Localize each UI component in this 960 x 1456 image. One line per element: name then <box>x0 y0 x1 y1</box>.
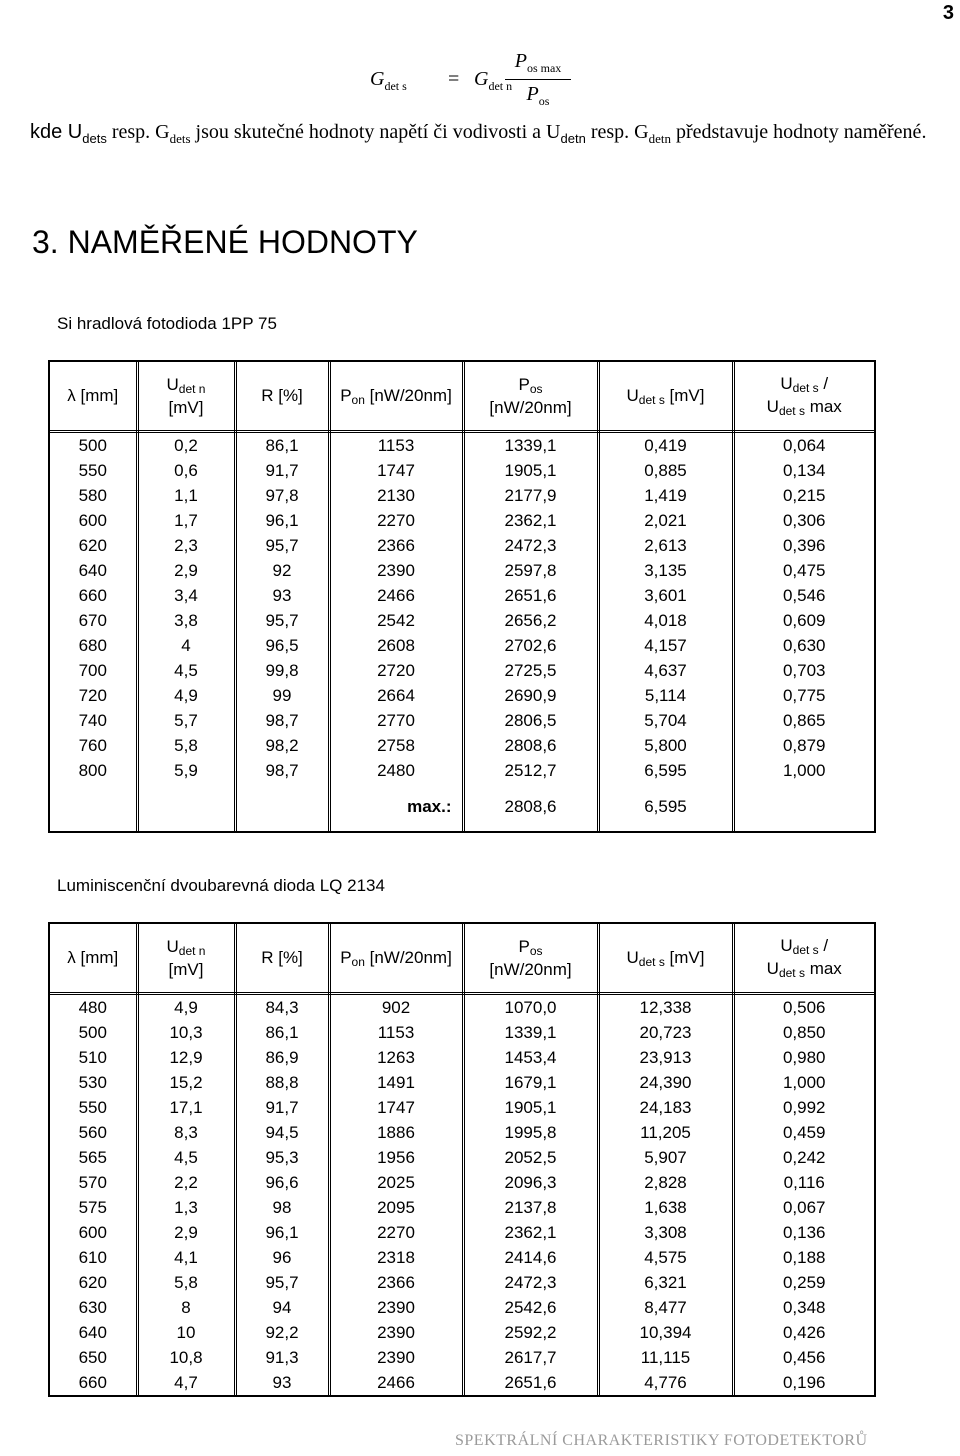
table-cell: 2656,2 <box>463 608 598 633</box>
table-cell: 0,865 <box>782 711 826 730</box>
table-cell: 2270 <box>329 508 463 533</box>
table-cell: 1153 <box>329 1020 463 1045</box>
formula-equals: = <box>448 68 460 90</box>
table-cell: 2,613 <box>598 533 733 558</box>
table-cell: 0,775 <box>782 686 826 705</box>
table-row <box>50 1320 874 1345</box>
table-cell: 1,638 <box>598 1195 733 1220</box>
table-cell: 3,4 <box>137 583 235 608</box>
table-cell: 2542 <box>329 608 463 633</box>
formula-rhs: $G_{det n}$ <box>474 68 513 93</box>
table-cell: 0,992 <box>782 1098 826 1117</box>
table-cell: 2608 <box>329 633 463 658</box>
table-cell: 11,205 <box>598 1120 733 1145</box>
table-cell: 94 <box>235 1295 329 1320</box>
table-cell: 565 <box>50 1145 137 1170</box>
table-cell: 0,419 <box>598 432 733 459</box>
table-cell: 23,913 <box>598 1045 733 1070</box>
table-cell: 93 <box>235 1370 329 1395</box>
table-cell: 660 <box>50 1370 137 1395</box>
table-row <box>50 1370 874 1395</box>
table-cell: 650 <box>50 1345 137 1370</box>
table-cell: 4,157 <box>598 633 733 658</box>
table-cell: 0,456 <box>782 1348 826 1367</box>
table-cell: 620 <box>50 533 137 558</box>
table-row <box>50 608 874 633</box>
table-cell: 0,306 <box>782 511 826 530</box>
table-cell: 4,9 <box>137 683 235 708</box>
table-cell: 0,475 <box>782 561 826 580</box>
table-cell: 92,2 <box>235 1320 329 1345</box>
table-cell: 2362,1 <box>463 508 598 533</box>
table-cell: 91,3 <box>235 1345 329 1370</box>
table-row <box>50 733 874 758</box>
table-cell: 2366 <box>329 1270 463 1295</box>
table-cell: 2052,5 <box>463 1145 598 1170</box>
table-cell: 0,2 <box>137 432 235 459</box>
table-cell: 2,2 <box>137 1170 235 1195</box>
table-cell: 86,1 <box>235 432 329 459</box>
table-cell: 0,196 <box>782 1373 826 1392</box>
table-cell: 0,348 <box>782 1298 826 1317</box>
table-cell: 0,6 <box>137 458 235 483</box>
table-cell: 0,259 <box>782 1273 826 1292</box>
section-title: 3. NAMĚŘENÉ HODNOTY <box>32 224 418 260</box>
table-cell: 2,9 <box>137 558 235 583</box>
table-cell: 1339,1 <box>463 432 598 459</box>
table-row <box>50 708 874 733</box>
table-cell: 2651,6 <box>463 1370 598 1395</box>
table-row <box>50 1345 874 1370</box>
table-cell: 2664 <box>329 683 463 708</box>
table-cell: 2725,5 <box>463 658 598 683</box>
table-cell: 98,2 <box>235 733 329 758</box>
table-cell: 2318 <box>329 1245 463 1270</box>
header-udets: $U_{det s}$ [mV] <box>598 924 733 994</box>
table-row <box>50 683 874 708</box>
table-cell: 2025 <box>329 1170 463 1195</box>
table-cell: 15,2 <box>137 1070 235 1095</box>
table-cell: 1956 <box>329 1145 463 1170</box>
table-cell: 1,1 <box>137 483 235 508</box>
table-cell: 10,8 <box>137 1345 235 1370</box>
table-row <box>50 1170 874 1195</box>
table-cell: 0,116 <box>783 1173 825 1192</box>
table-cell: 1,7 <box>137 508 235 533</box>
table-row <box>50 533 874 558</box>
table-cell: 1747 <box>329 458 463 483</box>
table-cell: 93 <box>235 583 329 608</box>
table-row <box>50 1295 874 1320</box>
table-cell: 0,134 <box>782 461 826 480</box>
table-cell: 1886 <box>329 1120 463 1145</box>
table-cell: 86,9 <box>235 1045 329 1070</box>
header-pon: $P_{on}$ [nW/20nm] <box>329 362 463 432</box>
table-cell: 2466 <box>329 583 463 608</box>
table-cell: 4,575 <box>598 1245 733 1270</box>
table1-title: Si hradlová fotodioda 1PP 75 <box>57 314 277 333</box>
table-cell: 1747 <box>329 1095 463 1120</box>
table-cell: 91,7 <box>235 458 329 483</box>
table-cell: 6,321 <box>598 1270 733 1295</box>
table-cell: 1995,8 <box>463 1120 598 1145</box>
table-cell: 0,879 <box>782 736 826 755</box>
table-row <box>50 1070 874 1095</box>
table-row <box>50 458 874 483</box>
table-cell: 0,630 <box>782 636 826 655</box>
table-row <box>50 1120 874 1145</box>
table-cell: 8,3 <box>137 1120 235 1145</box>
table-cell: 2542,6 <box>463 1295 598 1320</box>
header-ratio: $U_{det s}$ / $U_{det s}$ max <box>733 924 874 994</box>
table-cell: 720 <box>50 683 137 708</box>
table-cell: 2472,3 <box>463 533 598 558</box>
table-cell: 0,064 <box>782 436 826 455</box>
table-cell: 0,067 <box>782 1198 826 1217</box>
table-cell: 2758 <box>329 733 463 758</box>
table-cell: 1339,1 <box>463 1020 598 1045</box>
table-cell: 24,183 <box>598 1095 733 1120</box>
table-cell: 575 <box>50 1195 137 1220</box>
table-cell: 510 <box>50 1045 137 1070</box>
table-cell: 8,477 <box>598 1295 733 1320</box>
table-cell: 5,800 <box>598 733 733 758</box>
table-cell: 2390 <box>329 1320 463 1345</box>
table-cell: 84,3 <box>235 994 329 1021</box>
table-cell: 97,8 <box>235 483 329 508</box>
table-cell: 3,8 <box>137 608 235 633</box>
table-cell: 5,907 <box>598 1145 733 1170</box>
table-cell: 94,5 <box>235 1120 329 1145</box>
footer-title: SPEKTRÁLNÍ CHARAKTERISTIKY FOTODETEKTORŮ <box>455 1432 868 1449</box>
header-udetn: $U_{det n}$ [mV] <box>137 362 235 432</box>
table-cell: 550 <box>50 1095 137 1120</box>
table-cell: 0,885 <box>598 458 733 483</box>
header-udets: $U_{det s}$ [mV] <box>598 362 733 432</box>
table-cell: 2806,5 <box>463 708 598 733</box>
table-cell: 4,1 <box>137 1245 235 1270</box>
header-r: R [%] <box>235 924 329 994</box>
table-cell: 96,5 <box>235 633 329 658</box>
table-cell: 700 <box>50 658 137 683</box>
table-cell: 2362,1 <box>463 1220 598 1245</box>
table-row <box>50 1095 874 1120</box>
table-cell: 4,637 <box>598 658 733 683</box>
table-cell: 1905,1 <box>463 1095 598 1120</box>
table-cell: 2651,6 <box>463 583 598 608</box>
table-cell: 0,506 <box>782 998 826 1017</box>
table-header-row <box>50 924 874 994</box>
table-cell: 2466 <box>329 1370 463 1395</box>
header-pon: $P_{on}$ [nW/20nm] <box>329 924 463 994</box>
table-cell: 1263 <box>329 1045 463 1070</box>
table-cell: 8 <box>137 1295 235 1320</box>
table-cell: 4,5 <box>137 1145 235 1170</box>
table-cell: 0,609 <box>782 611 826 630</box>
table-cell: 99 <box>235 683 329 708</box>
table-cell: 2137,8 <box>463 1195 598 1220</box>
table-cell: 96,1 <box>235 1220 329 1245</box>
table-cell: 1,000 <box>782 761 826 780</box>
table-row <box>50 1195 874 1220</box>
table-cell: 10,3 <box>137 1020 235 1045</box>
table-cell: 4,9 <box>137 994 235 1021</box>
table-cell: 11,115 <box>598 1345 733 1370</box>
table-cell: 98,7 <box>235 758 329 783</box>
explanation-text: kde $U_{dets}$ resp. $G_{dets}$ jsou skutečné hodnoty napětí či vodivosti a $U_{detn}$ resp. $G_{detn}$ představuje hodnoty naměřené. <box>30 121 927 146</box>
table-cell: 6,595 <box>598 758 733 783</box>
table-cell: 2,021 <box>598 508 733 533</box>
table-si-photodiode <box>48 360 876 833</box>
table-cell: 680 <box>50 633 137 658</box>
table-cell: 3,601 <box>598 583 733 608</box>
header-udetn: $U_{det n}$ [mV] <box>137 924 235 994</box>
table-cell: 10,394 <box>598 1320 733 1345</box>
table-cell: 530 <box>50 1070 137 1095</box>
table-cell: 480 <box>50 994 137 1021</box>
table-cell: 91,7 <box>235 1095 329 1120</box>
table-cell: 2808,6 <box>463 733 598 758</box>
table-cell: 5,7 <box>137 708 235 733</box>
table-cell: 2390 <box>329 558 463 583</box>
table-row <box>50 558 874 583</box>
table-row <box>50 508 874 533</box>
page-number: 3 <box>942 2 954 24</box>
table-cell: 0,980 <box>782 1048 826 1067</box>
table-cell: 2177,9 <box>463 483 598 508</box>
table-cell: 1679,1 <box>463 1070 598 1095</box>
table-cell: 3,308 <box>598 1220 733 1245</box>
table-cell: 570 <box>50 1170 137 1195</box>
table-cell: 0,426 <box>782 1323 826 1342</box>
table-row <box>50 1145 874 1170</box>
table-cell: 2592,2 <box>463 1320 598 1345</box>
table-cell: 1,419 <box>598 483 733 508</box>
table-cell: 2096,3 <box>463 1170 598 1195</box>
table-cell: 1070,0 <box>463 994 598 1021</box>
table-cell: 2390 <box>329 1345 463 1370</box>
table-cell: 2690,9 <box>463 683 598 708</box>
table-cell: 96,6 <box>235 1170 329 1195</box>
table-cell: 560 <box>50 1120 137 1145</box>
table-cell: 500 <box>50 432 137 459</box>
table-cell: 2390 <box>329 1295 463 1320</box>
max-row <box>50 783 874 831</box>
table-cell: 760 <box>50 733 137 758</box>
table-row <box>50 633 874 658</box>
header-pos: $P_{os}$ [nW/20nm] <box>463 362 598 432</box>
table-cell: 500 <box>50 1020 137 1045</box>
formula <box>370 50 570 120</box>
table-cell: 95,3 <box>235 1145 329 1170</box>
table-cell: 0,703 <box>782 661 826 680</box>
table-cell: 10 <box>137 1320 235 1345</box>
table-cell: 740 <box>50 708 137 733</box>
max-pos-value: 2808,6 <box>463 783 598 831</box>
table-row <box>50 432 874 459</box>
table-cell: 800 <box>50 758 137 783</box>
formula-denominator: $P_{os}$ <box>526 83 550 108</box>
table-cell: 0,136 <box>782 1223 826 1242</box>
table-cell: 2617,7 <box>463 1345 598 1370</box>
table-cell: 0,850 <box>782 1023 826 1042</box>
header-r: R [%] <box>235 362 329 432</box>
table-row <box>50 994 874 1021</box>
table-cell: 640 <box>50 558 137 583</box>
table-cell: 5,704 <box>598 708 733 733</box>
table-cell: 1,000 <box>782 1073 826 1092</box>
table-cell: 86,1 <box>235 1020 329 1045</box>
header-lambda: λ [mm] <box>50 362 137 432</box>
table-cell: 24,390 <box>598 1070 733 1095</box>
table-cell: 2597,8 <box>463 558 598 583</box>
table-cell: 580 <box>50 483 137 508</box>
table-cell: 96,1 <box>235 508 329 533</box>
table-cell: 0,396 <box>782 536 826 555</box>
table-cell: 2095 <box>329 1195 463 1220</box>
table-cell: 96 <box>235 1245 329 1270</box>
table-cell: 4,018 <box>598 608 733 633</box>
table-cell: 1453,4 <box>463 1045 598 1070</box>
header-ratio: $U_{det s}$ / $U_{det s}$ max <box>733 362 874 432</box>
table-cell: 2270 <box>329 1220 463 1245</box>
table-cell: 98,7 <box>235 708 329 733</box>
table-cell: 95,7 <box>235 533 329 558</box>
table-cell: 2,9 <box>137 1220 235 1245</box>
table-cell: 5,114 <box>598 683 733 708</box>
table-cell: 2,3 <box>137 533 235 558</box>
table-row <box>50 1220 874 1245</box>
table-cell: 88,8 <box>235 1070 329 1095</box>
table-cell: 630 <box>50 1295 137 1320</box>
max-udets-value: 6,595 <box>598 783 733 831</box>
table-cell: 1153 <box>329 432 463 459</box>
table-cell: 0,242 <box>782 1148 826 1167</box>
table-cell: 2770 <box>329 708 463 733</box>
table-cell: 610 <box>50 1245 137 1270</box>
table-cell: 0,459 <box>782 1123 826 1142</box>
header-pos: $P_{os}$ [nW/20nm] <box>463 924 598 994</box>
table-cell: 2,828 <box>598 1170 733 1195</box>
table-cell: 95,7 <box>235 608 329 633</box>
table-row <box>50 1020 874 1045</box>
table-cell: 2512,7 <box>463 758 598 783</box>
table-cell: 2720 <box>329 658 463 683</box>
formula-numerator: $P_{os max}$ <box>514 50 562 75</box>
table-cell: 1491 <box>329 1070 463 1095</box>
table-cell: 5,8 <box>137 733 235 758</box>
table-cell: 660 <box>50 583 137 608</box>
table-cell: 2480 <box>329 758 463 783</box>
table-cell: 0,188 <box>782 1248 826 1267</box>
table-cell: 2414,6 <box>463 1245 598 1270</box>
table-row <box>50 583 874 608</box>
table-row <box>50 483 874 508</box>
table-cell: 98 <box>235 1195 329 1220</box>
table-cell: 4 <box>137 633 235 658</box>
table-cell: 12,9 <box>137 1045 235 1070</box>
table-row <box>50 758 874 783</box>
table-cell: 4,5 <box>137 658 235 683</box>
table-row <box>50 1270 874 1295</box>
table-cell: 600 <box>50 508 137 533</box>
table-cell: 902 <box>329 994 463 1021</box>
table-cell: 3,135 <box>598 558 733 583</box>
table-cell: 550 <box>50 458 137 483</box>
table-row <box>50 1245 874 1270</box>
table-cell: 1,3 <box>137 1195 235 1220</box>
max-label: max.: <box>329 783 463 831</box>
table-cell: 20,723 <box>598 1020 733 1045</box>
table-cell: 0,215 <box>782 486 826 505</box>
table-cell: 2702,6 <box>463 633 598 658</box>
table-row <box>50 1045 874 1070</box>
table-header-row <box>50 362 874 432</box>
table-cell: 4,7 <box>137 1370 235 1395</box>
table2-title: Luminiscenční dvoubarevná dioda LQ 2134 <box>57 876 385 895</box>
table-cell: 0,546 <box>782 586 826 605</box>
table-cell: 640 <box>50 1320 137 1345</box>
table-cell: 2130 <box>329 483 463 508</box>
table-cell: 2472,3 <box>463 1270 598 1295</box>
formula-fraction <box>505 50 571 109</box>
table-cell: 670 <box>50 608 137 633</box>
table-cell: 2366 <box>329 533 463 558</box>
table-cell: 95,7 <box>235 1270 329 1295</box>
header-lambda: λ [mm] <box>50 924 137 994</box>
table-cell: 17,1 <box>137 1095 235 1120</box>
fraction-bar <box>505 79 571 80</box>
table-cell: 92 <box>235 558 329 583</box>
table-cell: 5,8 <box>137 1270 235 1295</box>
table-cell: 620 <box>50 1270 137 1295</box>
table-cell: 99,8 <box>235 658 329 683</box>
table-luminescent-diode <box>48 922 876 1397</box>
table-cell: 600 <box>50 1220 137 1245</box>
formula-lhs: $G_{det s}$ <box>370 68 407 93</box>
table-cell: 5,9 <box>137 758 235 783</box>
table-cell: 1905,1 <box>463 458 598 483</box>
table-cell: 4,776 <box>598 1370 733 1395</box>
table-cell: 12,338 <box>598 994 733 1021</box>
table-row <box>50 658 874 683</box>
